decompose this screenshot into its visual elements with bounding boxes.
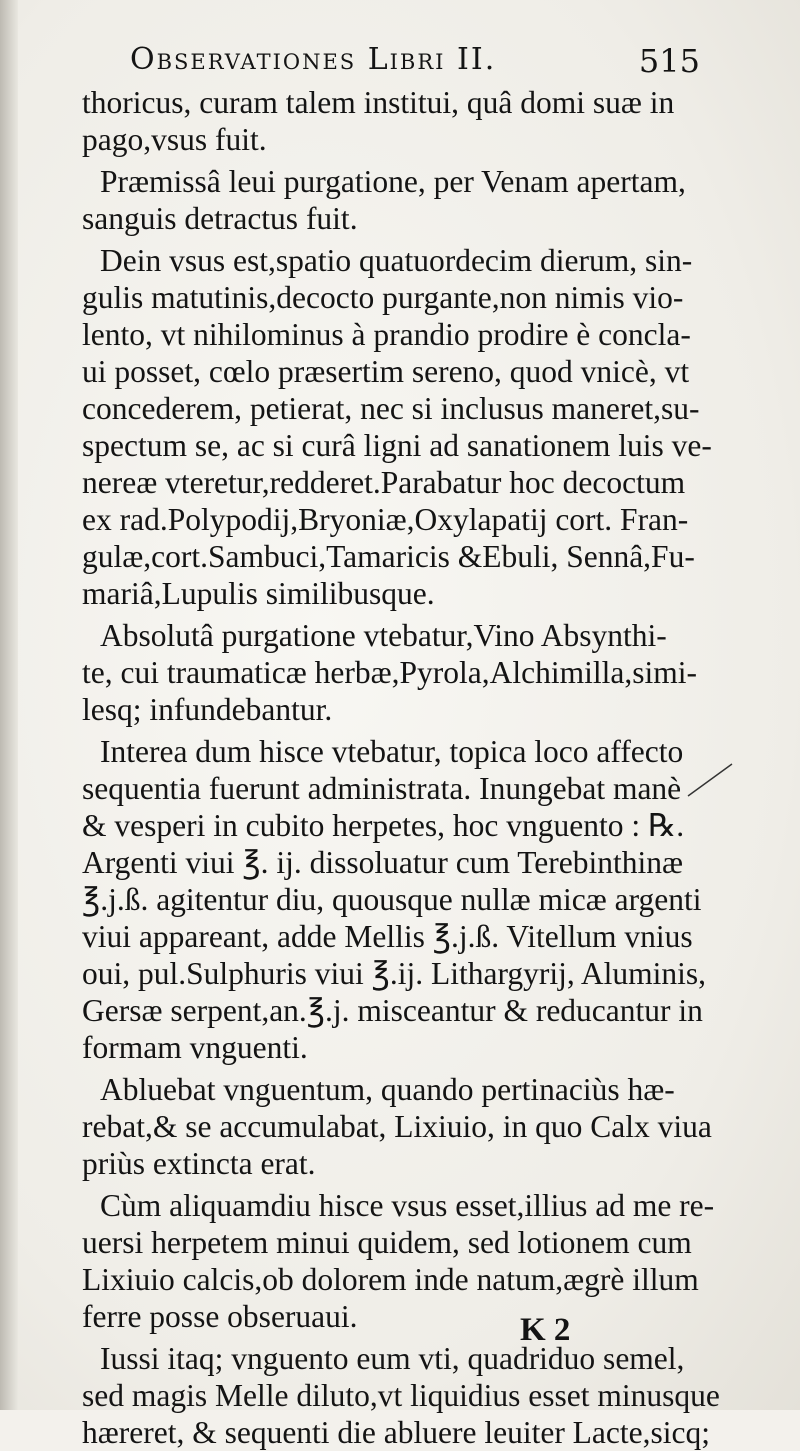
text-line: oui, pul.Sulphuris viui ℥.ij. Lithargyrij, Aluminis, xyxy=(82,956,707,991)
text-line: concederem, petierat, nec si inclusus maneret,su- xyxy=(82,391,700,426)
paragraph xyxy=(82,84,702,158)
text-line: Absolutâ purgatione vtebatur,Vino Absynthi- xyxy=(100,618,667,653)
text-line: mariâ,Lupulis similibusque. xyxy=(82,576,435,611)
paragraph xyxy=(82,1340,720,1451)
text-line: uersi herpetem minui quidem, sed lotionem cum xyxy=(82,1225,692,1260)
text-line: sanguis detractus fuit. xyxy=(82,201,358,236)
text-line: Cùm aliquamdiu hisce vsus esset,illius ad me re- xyxy=(100,1188,715,1223)
text-line: gulis matutinis,decocto purgante,non nimis vio- xyxy=(82,280,684,315)
running-title: Observationes Libri II. xyxy=(130,42,497,77)
page-gutter-shadow xyxy=(0,0,18,1410)
paragraph xyxy=(82,617,702,728)
text-line: gulæ,cort.Sambuci,Tamaricis &Ebuli, Sennâ,Fu- xyxy=(82,539,695,574)
body-text xyxy=(82,84,720,1451)
paragraph xyxy=(82,163,702,237)
marginal-pen-stroke xyxy=(686,760,734,800)
text-line: spectum se, ac si curâ ligni ad sanationem luis ve- xyxy=(82,428,712,463)
text-line: Præmissâ leui purgatione, per Venam apertam, xyxy=(100,164,686,199)
paragraph xyxy=(82,1187,715,1335)
text-line: Interea dum hisce vtebatur, topica loco affecto xyxy=(100,734,684,769)
text-line: sed magis Melle diluto,vt liquidius esset minusque xyxy=(82,1378,720,1413)
text-line: ex rad.Polypodij,Bryoniæ,Oxylapatij cort. Fran- xyxy=(82,502,689,537)
text-line: viui appareant, adde Mellis ℥.j.ß. Vitellum vnius xyxy=(82,919,693,954)
page-header xyxy=(130,38,700,88)
paragraph xyxy=(82,242,712,612)
paragraph xyxy=(82,733,707,1066)
text-line: lento, vt nihilominus à prandio prodire è concla- xyxy=(82,317,691,352)
text-line: Iussi itaq; vnguento eum vti, quadriduo semel, xyxy=(100,1341,685,1376)
paragraph xyxy=(82,1071,712,1182)
signature-mark: K 2 xyxy=(520,1312,571,1348)
text-line: Dein vsus est,spatio quatuordecim dierum, sin- xyxy=(100,243,693,278)
text-line: formam vnguenti. xyxy=(82,1030,308,1065)
text-line: ℥.j.ß. agitentur diu, quousque nullæ micæ argenti xyxy=(82,882,702,917)
text-line: Lixiuio calcis,ob dolorem inde natum,ægrè illum xyxy=(82,1262,699,1297)
text-line: ferre posse obseruaui. xyxy=(82,1299,358,1334)
text-line: pago,vsus fuit. xyxy=(82,122,267,157)
text-line: sequentia fuerunt administrata. Inungebat manè xyxy=(82,771,682,806)
text-line: Abluebat vnguentum, quando pertinaciùs hæ- xyxy=(100,1072,675,1107)
page-number: 515 xyxy=(638,42,700,80)
text-line: lesq; infundebantur. xyxy=(82,692,333,727)
text-line: rebat,& se accumulabat, Lixiuio, in quo Calx viua xyxy=(82,1109,712,1144)
text-line: nereæ vteretur,redderet.Parabatur hoc decoctum xyxy=(82,465,686,500)
text-line: & vesperi in cubito herpetes, hoc vnguento : ℞. xyxy=(82,808,685,843)
text-line: thoricus, curam talem institui, quâ domi suæ in xyxy=(82,85,675,120)
text-line: hæreret, & sequenti die abluere leuiter Lacte,sicq; xyxy=(82,1415,710,1450)
text-line: Argenti viui ℥. ij. dissoluatur cum Terebinthinæ xyxy=(82,845,684,880)
text-line: ui posset, cœlo præsertim sereno, quod vnicè, vt xyxy=(82,354,690,389)
text-line: Gersæ serpent,an.℥.j. misceantur & reducantur in xyxy=(82,993,703,1028)
text-line: te, cui traumaticæ herbæ,Pyrola,Alchimilla,simi- xyxy=(82,655,697,690)
text-line: priùs extincta erat. xyxy=(82,1146,316,1181)
